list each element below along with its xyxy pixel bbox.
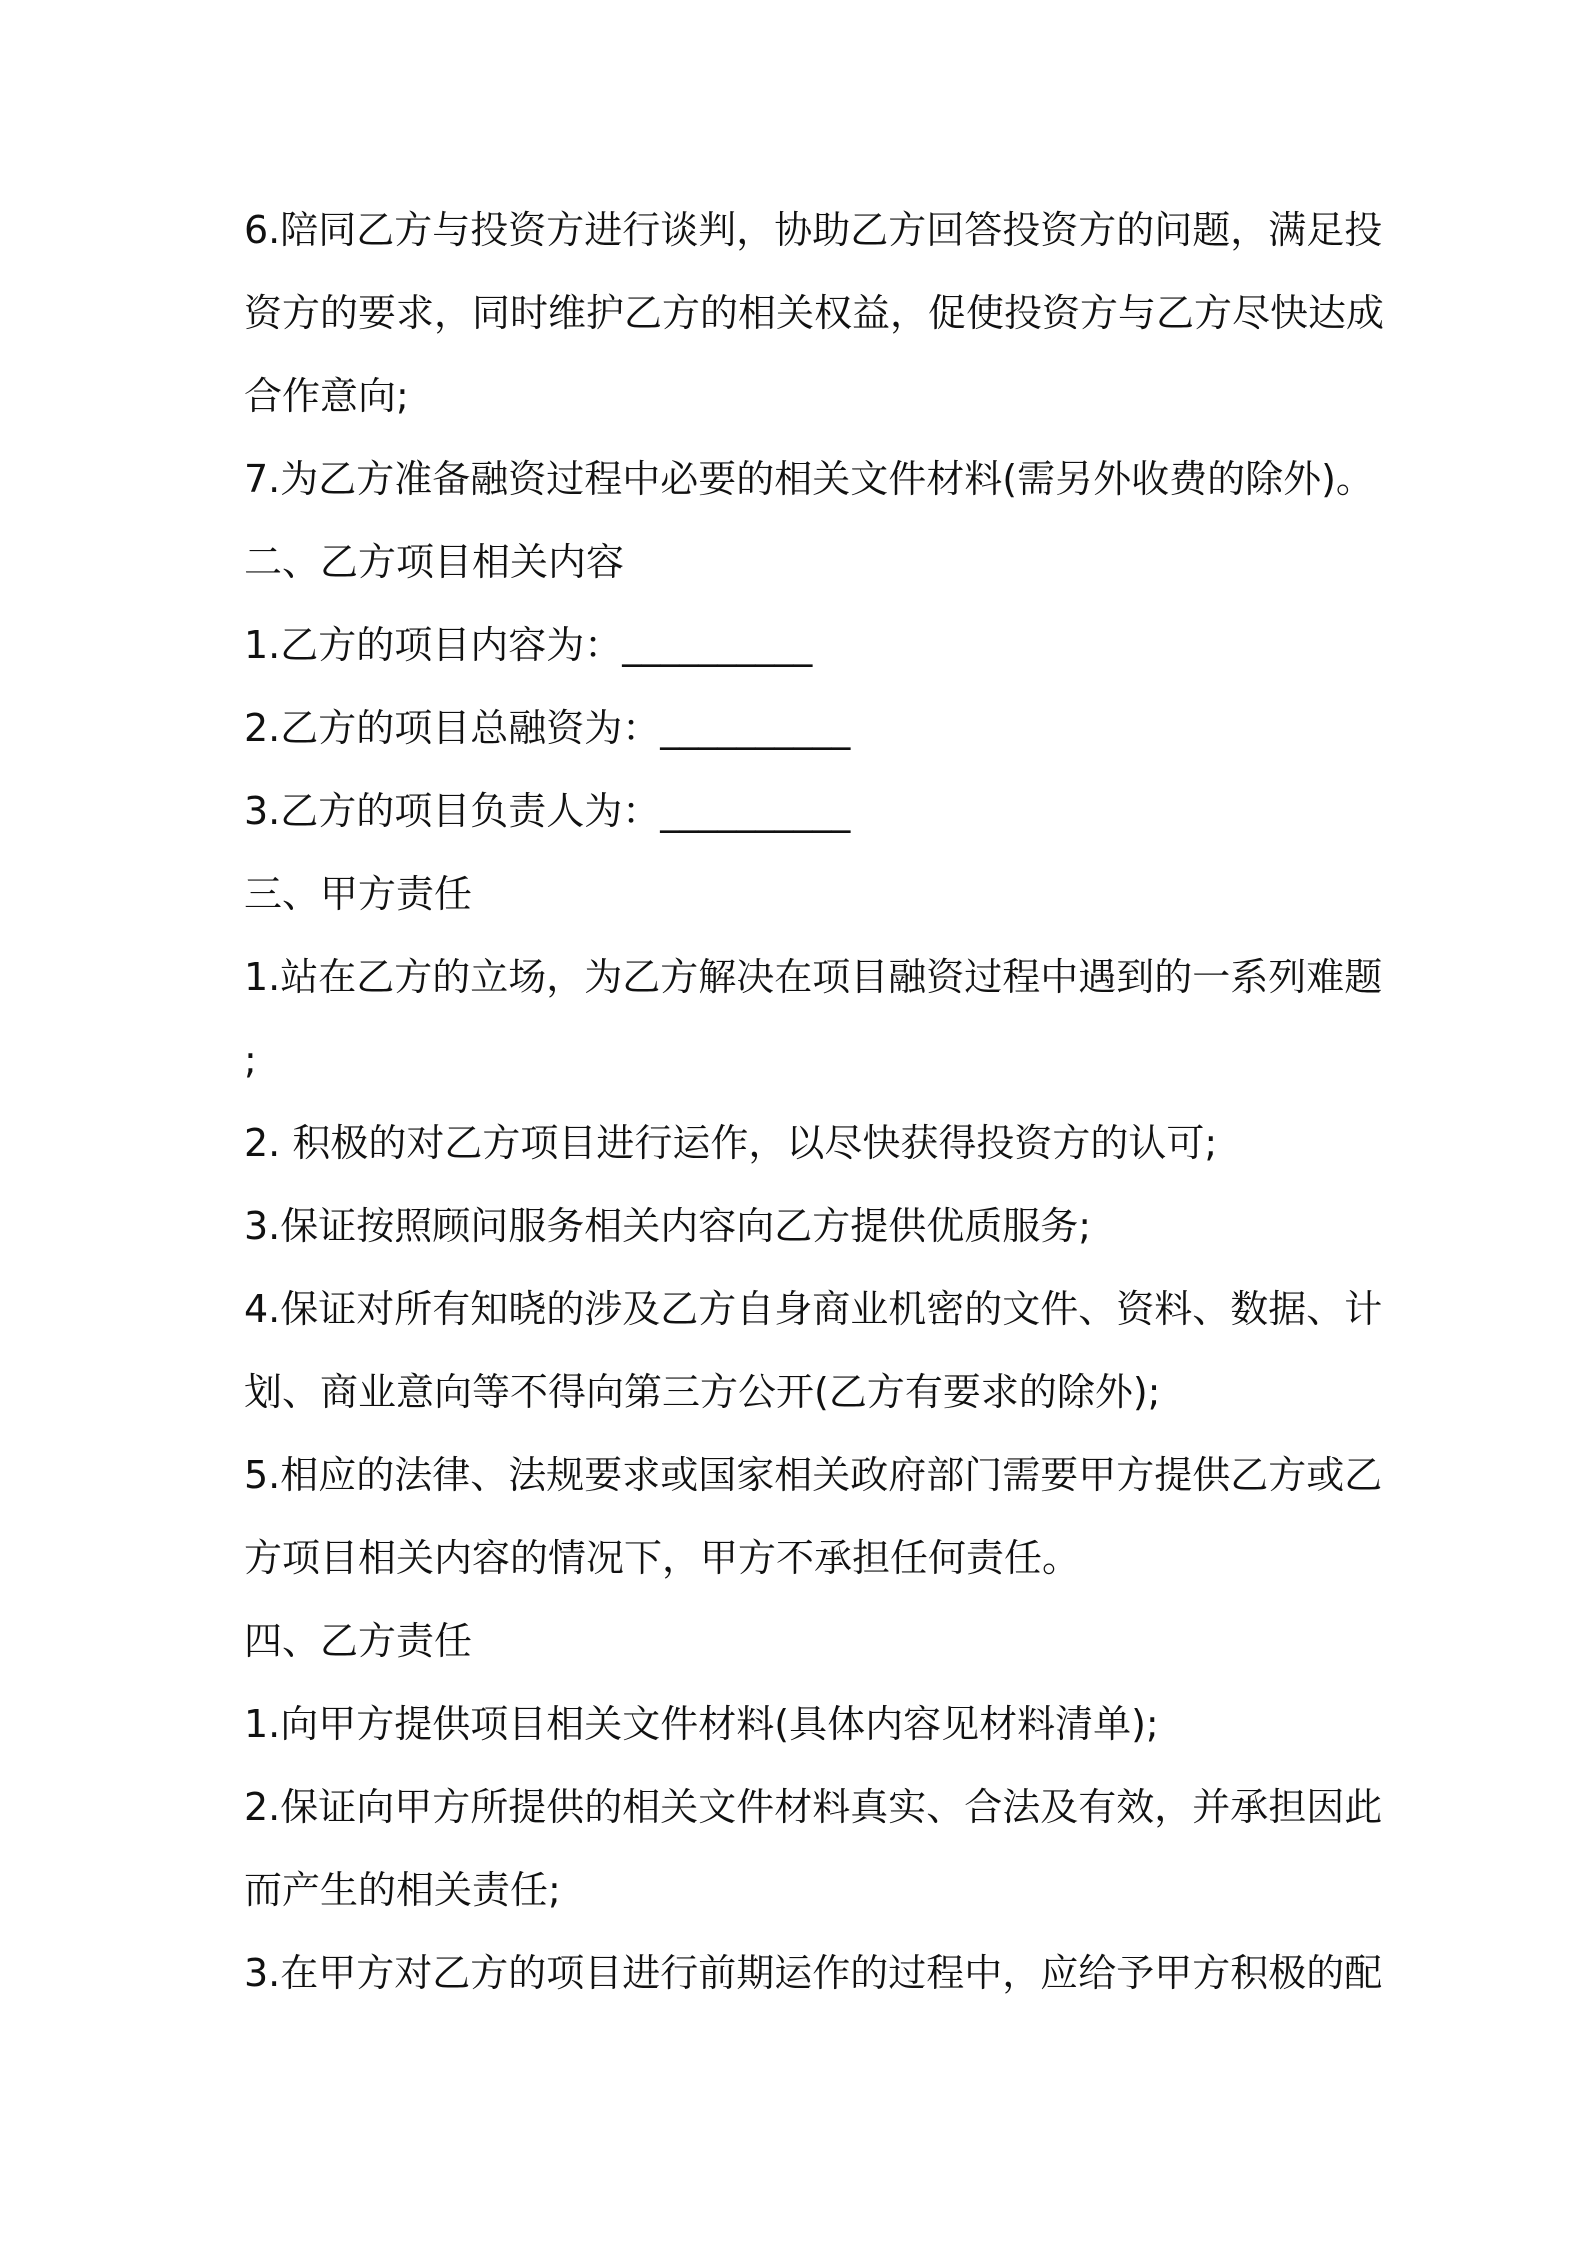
text-line: 1.站在乙方的立场，为乙方解决在项目融资过程中遇到的一系列难题: [244, 955, 1383, 999]
text-line: 合作意向;: [244, 374, 409, 418]
section-heading: 二、乙方项目相关内容: [244, 540, 625, 584]
text-line: 而产生的相关责任;: [244, 1868, 561, 1912]
text-line: 3.在甲方对乙方的项目进行前期运作的过程中，应给予甲方积极的配: [244, 1951, 1383, 1995]
text-line: 2.乙方的项目总融资为：__________: [244, 706, 851, 750]
section-heading: 四、乙方责任: [244, 1619, 473, 1663]
text-line: 2.保证向甲方所提供的相关文件材料真实、合法及有效，并承担因此: [244, 1785, 1383, 1829]
text-line: 2. 积极的对乙方项目进行运作，以尽快获得投资方的认可;: [244, 1121, 1218, 1165]
text-line: ;: [244, 1038, 257, 1082]
text-line: 3.保证按照顾问服务相关内容向乙方提供优质服务;: [244, 1204, 1092, 1248]
text-line: 方项目相关内容的情况下，甲方不承担任何责任。: [244, 1536, 1081, 1580]
section-heading: 三、甲方责任: [244, 872, 473, 916]
text-line: 6.陪同乙方与投资方进行谈判，协助乙方回答投资方的问题，满足投: [244, 208, 1383, 252]
text-line: 3.乙方的项目负责人为：__________: [244, 789, 851, 833]
text-line: 划、商业意向等不得向第三方公开(乙方有要求的除外);: [244, 1370, 1161, 1414]
text-line: 资方的要求，同时维护乙方的相关权益，促使投资方与乙方尽快达成: [244, 291, 1385, 335]
text-line: 1.向甲方提供项目相关文件材料(具体内容见材料清单);: [244, 1702, 1159, 1746]
text-line: 4.保证对所有知晓的涉及乙方自身商业机密的文件、资料、数据、计: [244, 1287, 1383, 1331]
text-line: 1.乙方的项目内容为：__________: [244, 623, 813, 667]
text-line: 5.相应的法律、法规要求或国家相关政府部门需要甲方提供乙方或乙: [244, 1453, 1383, 1497]
text-line: 7.为乙方准备融资过程中必要的相关文件材料(需另外收费的除外)。: [244, 457, 1374, 501]
